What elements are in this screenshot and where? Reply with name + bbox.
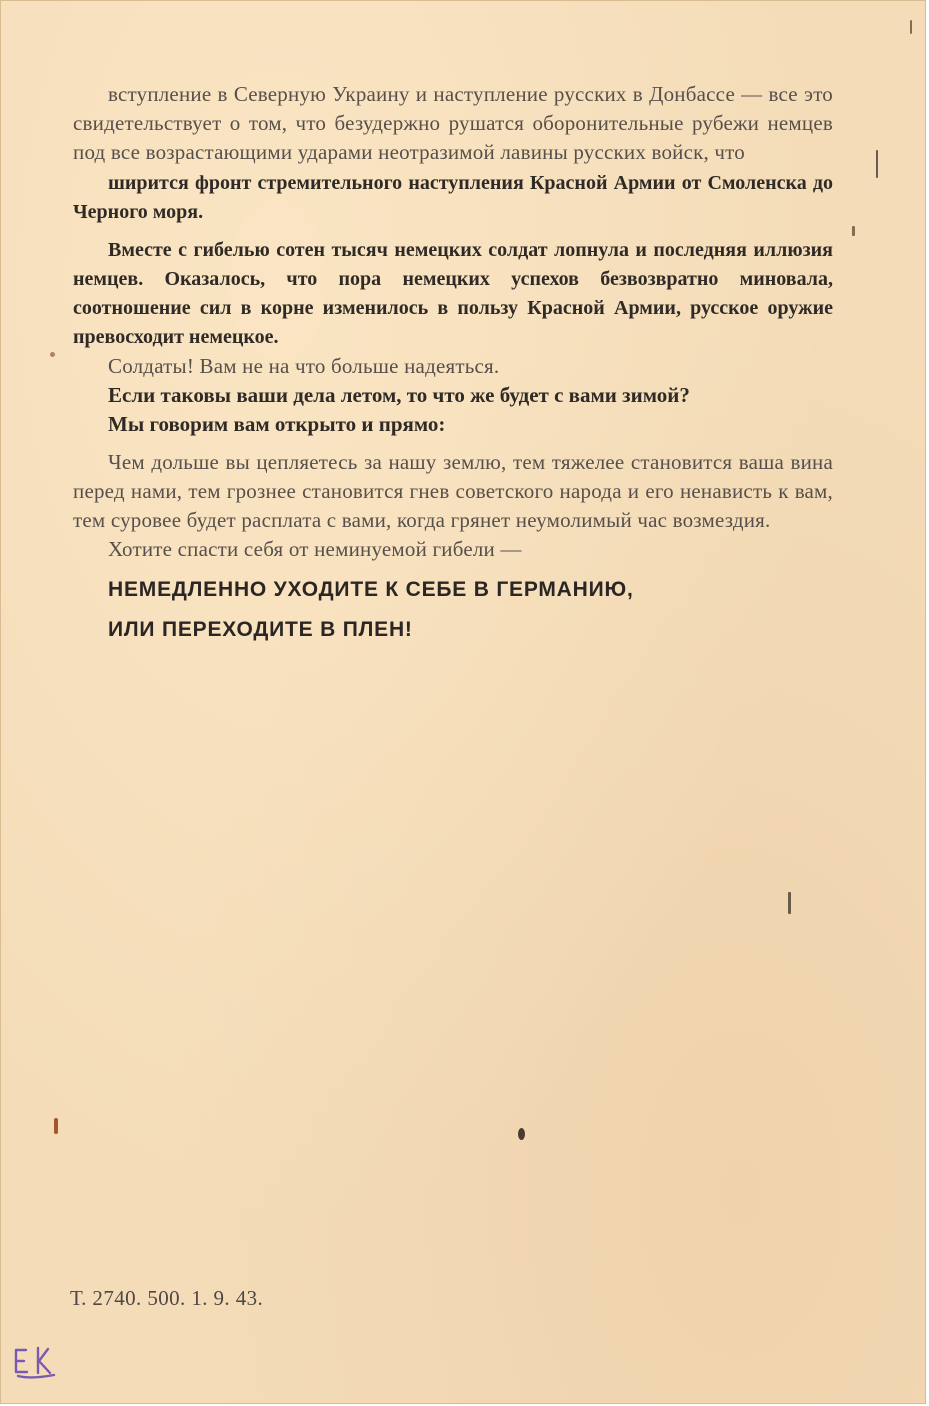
paper-speck <box>518 1128 525 1140</box>
slogan-surrender: ИЛИ ПЕРЕХОДИТЕ В ПЛЕН! <box>108 618 413 641</box>
print-imprint: Т. 2740. 500. 1. 9. 43. <box>70 1286 264 1310</box>
paper-speck <box>852 226 855 236</box>
leaflet-text <box>73 80 833 650</box>
paper-speck <box>876 150 878 178</box>
paragraph-last-illusion: Вместе с гибелью сотен тысяч немецких солдат лопнула и последняя иллюзия немцев. Оказалось, что пора немецких успехов безвозвратно миновала, соотношение сил в корне изменилось в пользу Красной Армии, русское оружие превосходит немецкое. <box>73 239 833 348</box>
paragraph-front-widening: ширится фронт стремительного наступления Красной Армии от Смоленска до Черного моря. <box>73 172 833 223</box>
paragraph-winter-question: Если таковы ваши дела летом, то что же будет с вами зимой? <box>108 383 690 407</box>
slogan-go-home: НЕМЕДЛЕННО УХОДИТЕ К СЕБЕ В ГЕРМАНИЮ, <box>108 578 634 601</box>
paragraph-speak-openly: Мы говорим вам открыто и прямо: <box>108 412 446 436</box>
paragraph-soldiers-no-hope: Солдаты! Вам не на что больше надеяться. <box>108 354 500 378</box>
paper-speck <box>910 20 912 34</box>
paragraph-save-yourselves: Хотите спасти себя от неминуемой гибели — <box>108 537 522 561</box>
paper-speck <box>788 892 791 914</box>
stamp-mark <box>12 1340 60 1380</box>
paragraph-retribution: Чем дольше вы цепляетесь за нашу землю, тем тяжелее становится ваша вина перед нами, тем грознее становится гнев советского народа и его ненависть к вам, тем суровее будет расплата с вами, когда грянет неумолимый час возмездия. <box>73 450 833 532</box>
paper-speck <box>54 1118 58 1134</box>
paper-speck <box>50 352 55 357</box>
paragraph-offensive-continuation: вступление в Северную Украину и наступление русских в Донбассе — все это свидетельствует о том, что безудержно рушатся оборонительные рубежи немцев под все возрастающими ударами неотразимой лавины русских войск, что <box>73 82 833 164</box>
